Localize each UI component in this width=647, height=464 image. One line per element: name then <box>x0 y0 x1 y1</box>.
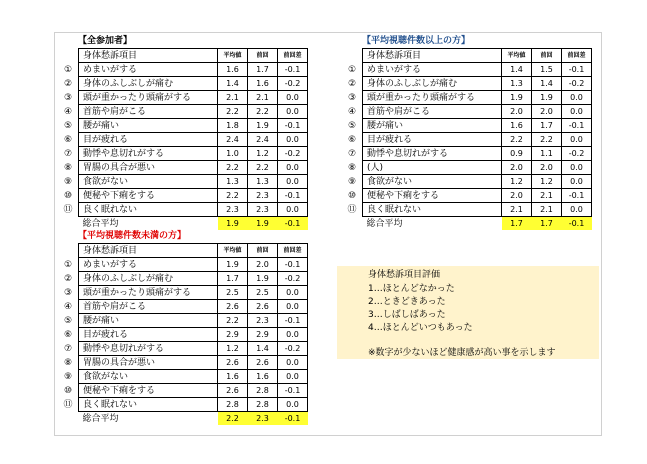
header-avg: 平均値 <box>502 49 532 63</box>
row-item: 頭が重かったり頭痛がする <box>79 286 218 300</box>
legend-line-1: 1…ほとんどなかった <box>368 284 455 294</box>
row-diff: -0.1 <box>278 258 308 272</box>
table-all <box>58 48 308 230</box>
row-avg: 1.0 <box>218 147 248 161</box>
row-diff: 0.0 <box>278 105 308 119</box>
row-avg: 1.9 <box>502 91 532 105</box>
row-prev: 2.8 <box>248 398 278 412</box>
row-diff: -0.2 <box>278 147 308 161</box>
section-title-above: 【平均視聴件数以上の方】 <box>362 36 471 46</box>
row-avg: 2.2 <box>218 161 248 175</box>
table-row <box>58 63 308 77</box>
table-row <box>58 384 308 398</box>
header-item: 身体愁訴項目 <box>79 244 218 258</box>
row-prev: 2.2 <box>248 161 278 175</box>
row-number: ⑤ <box>63 315 73 326</box>
row-avg: 1.8 <box>218 119 248 133</box>
table-header-row <box>342 49 592 63</box>
row-item: めまいがする <box>363 63 502 77</box>
row-diff: 0.0 <box>278 133 308 147</box>
header-diff: 前回差 <box>278 49 308 63</box>
row-prev: 1.7 <box>532 119 562 133</box>
row-avg: 2.6 <box>218 384 248 398</box>
row-number: ③ <box>63 287 73 298</box>
row-number: ④ <box>347 106 357 117</box>
row-item: めまいがする <box>79 63 218 77</box>
row-prev: 2.2 <box>248 105 278 119</box>
row-avg: 2.8 <box>218 398 248 412</box>
total-row <box>58 412 308 426</box>
table-row <box>342 147 592 161</box>
row-prev: 2.6 <box>248 356 278 370</box>
table-row <box>58 370 308 384</box>
row-number-blank <box>58 244 79 258</box>
row-prev: 1.1 <box>532 147 562 161</box>
row-avg: 2.6 <box>218 300 248 314</box>
table-header-row <box>58 244 308 258</box>
row-avg: 2.2 <box>218 189 248 203</box>
row-prev: 1.2 <box>248 147 278 161</box>
row-avg: 1.3 <box>218 175 248 189</box>
row-item: 身体のふしぶしが痛む <box>79 272 218 286</box>
row-diff: -0.1 <box>562 119 592 133</box>
row-number: ② <box>63 78 73 89</box>
row-avg: 1.4 <box>502 63 532 77</box>
row-item: 腰が痛い <box>79 314 218 328</box>
row-item: 便秘や下痢をする <box>79 189 218 203</box>
row-avg: 2.9 <box>218 328 248 342</box>
row-number: ⑨ <box>347 176 357 187</box>
row-number: ② <box>347 78 357 89</box>
row-avg: 2.3 <box>218 203 248 217</box>
row-prev: 2.1 <box>532 203 562 217</box>
table-row <box>58 119 308 133</box>
row-diff: 0.0 <box>278 398 308 412</box>
row-diff: 0.0 <box>562 133 592 147</box>
row-avg: 2.1 <box>502 203 532 217</box>
row-item: 腰が痛い <box>79 119 218 133</box>
row-number: ⑪ <box>347 204 357 215</box>
row-avg: 2.2 <box>218 105 248 119</box>
total-label: 総合平均 <box>82 218 119 229</box>
row-diff: 0.0 <box>278 161 308 175</box>
row-item: めまいがする <box>79 258 218 272</box>
total-avg: 1.9 <box>218 217 248 231</box>
row-number: ⑧ <box>347 162 357 173</box>
row-number-blank <box>342 217 363 231</box>
row-prev: 1.9 <box>532 91 562 105</box>
table-row <box>58 77 308 91</box>
total-avg: 1.7 <box>502 217 532 231</box>
row-diff: -0.2 <box>562 147 592 161</box>
table-row <box>58 133 308 147</box>
row-item: 首筋や肩がこる <box>363 105 502 119</box>
table-row <box>58 175 308 189</box>
row-number: ② <box>63 273 73 284</box>
row-item: 動悸や息切れがする <box>79 147 218 161</box>
row-item: 動悸や息切れがする <box>79 342 218 356</box>
table-row <box>58 189 308 203</box>
total-prev: 2.3 <box>248 412 278 426</box>
header-avg: 平均値 <box>218 49 248 63</box>
row-prev: 1.5 <box>532 63 562 77</box>
row-number: ① <box>63 259 73 270</box>
header-prev: 前回 <box>248 244 278 258</box>
total-prev: 1.7 <box>532 217 562 231</box>
row-number: ④ <box>63 106 73 117</box>
row-number: ⑪ <box>63 399 73 410</box>
row-item: 胃腸の具合が悪い <box>79 356 218 370</box>
row-number: ③ <box>63 92 73 103</box>
row-number: ⑧ <box>63 162 73 173</box>
table-row <box>342 63 592 77</box>
total-label: 総合平均 <box>366 218 403 229</box>
row-avg: 0.9 <box>502 147 532 161</box>
row-prev: 2.3 <box>248 314 278 328</box>
total-prev: 1.9 <box>248 217 278 231</box>
row-prev: 2.4 <box>248 133 278 147</box>
row-number: ① <box>63 64 73 75</box>
row-avg: 1.3 <box>502 77 532 91</box>
row-item: 頭が重かったり頭痛がする <box>79 91 218 105</box>
table-row <box>342 203 592 217</box>
row-item: (人) <box>363 161 502 175</box>
row-avg: 2.0 <box>502 105 532 119</box>
row-diff: 0.0 <box>278 203 308 217</box>
section-title-below: 【平均視聴件数未満の方】 <box>78 231 187 241</box>
row-prev: 1.2 <box>532 175 562 189</box>
row-avg: 2.0 <box>502 189 532 203</box>
row-diff: 0.0 <box>278 300 308 314</box>
row-diff: -0.1 <box>562 189 592 203</box>
total-diff: -0.1 <box>278 217 308 231</box>
row-item: 便秘や下痢をする <box>363 189 502 203</box>
total-avg: 2.2 <box>218 412 248 426</box>
table-row <box>58 272 308 286</box>
row-number: ⑨ <box>63 176 73 187</box>
row-diff: 0.0 <box>562 91 592 105</box>
row-item: 良く眠れない <box>363 203 502 217</box>
header-diff: 前回差 <box>278 244 308 258</box>
row-diff: -0.1 <box>562 63 592 77</box>
row-number: ① <box>347 64 357 75</box>
table-row <box>342 91 592 105</box>
row-avg: 1.6 <box>218 370 248 384</box>
row-number: ④ <box>63 301 73 312</box>
row-number: ⑪ <box>63 204 73 215</box>
legend-box <box>337 266 599 359</box>
table-row <box>342 161 592 175</box>
row-number: ⑩ <box>347 190 357 201</box>
table-header-row <box>58 49 308 63</box>
row-item: 身体のふしぶしが痛む <box>79 77 218 91</box>
table-row <box>58 356 308 370</box>
legend-line-4: 4…ほとんどいつもあった <box>368 323 473 333</box>
row-item: 頭が重かったり頭痛がする <box>363 91 502 105</box>
legend-title: 身体愁訴項目評価 <box>368 270 441 280</box>
row-prev: 2.3 <box>248 189 278 203</box>
table-row <box>342 105 592 119</box>
row-item: 良く眠れない <box>79 398 218 412</box>
row-number: ⑦ <box>347 148 357 159</box>
header-item: 身体愁訴項目 <box>79 49 218 63</box>
row-number-blank <box>58 412 79 426</box>
total-diff: -0.1 <box>278 412 308 426</box>
row-number: ⑦ <box>63 148 73 159</box>
row-prev: 2.0 <box>532 161 562 175</box>
table-row <box>58 328 308 342</box>
row-avg: 1.2 <box>218 342 248 356</box>
row-prev: 2.1 <box>248 91 278 105</box>
header-avg: 平均値 <box>218 244 248 258</box>
row-diff: -0.2 <box>278 342 308 356</box>
row-number: ⑧ <box>63 357 73 368</box>
row-avg: 2.6 <box>218 356 248 370</box>
header-item: 身体愁訴項目 <box>363 49 502 63</box>
table-row <box>58 314 308 328</box>
row-avg: 1.2 <box>502 175 532 189</box>
row-avg: 1.9 <box>218 258 248 272</box>
row-item: 目が疲れる <box>363 133 502 147</box>
row-avg: 1.6 <box>218 63 248 77</box>
row-avg: 2.2 <box>502 133 532 147</box>
row-diff: 0.0 <box>278 175 308 189</box>
row-item: 胃腸の具合が悪い <box>79 161 218 175</box>
row-diff: 0.0 <box>278 328 308 342</box>
legend-note: ※数字が少ないほど健康感が高い事を示します <box>368 348 556 358</box>
row-item: 食欲がない <box>79 175 218 189</box>
row-prev: 2.5 <box>248 286 278 300</box>
row-diff: -0.1 <box>278 384 308 398</box>
row-diff: 0.0 <box>278 370 308 384</box>
row-number-blank <box>342 49 363 63</box>
row-prev: 2.1 <box>532 189 562 203</box>
row-number: ⑥ <box>63 329 73 340</box>
row-item: 首筋や肩がこる <box>79 300 218 314</box>
row-prev: 2.0 <box>532 105 562 119</box>
row-avg: 2.2 <box>218 314 248 328</box>
total-label: 総合平均 <box>82 413 119 424</box>
total-diff: -0.1 <box>562 217 592 231</box>
row-prev: 2.9 <box>248 328 278 342</box>
header-prev: 前回 <box>248 49 278 63</box>
row-item: 動悸や息切れがする <box>363 147 502 161</box>
row-item: 食欲がない <box>79 370 218 384</box>
row-diff: -0.1 <box>278 189 308 203</box>
row-number-blank <box>58 49 79 63</box>
row-item: 便秘や下痢をする <box>79 384 218 398</box>
row-number: ⑤ <box>63 120 73 131</box>
row-item: 腰が痛い <box>363 119 502 133</box>
row-number: ⑩ <box>63 190 73 201</box>
table-row <box>58 342 308 356</box>
table-below <box>58 243 308 425</box>
row-avg: 2.4 <box>218 133 248 147</box>
table-row <box>58 300 308 314</box>
section-title-all: 【全参加者】 <box>78 36 133 46</box>
row-item: 食欲がない <box>363 175 502 189</box>
row-item: 良く眠れない <box>79 203 218 217</box>
table-row <box>58 398 308 412</box>
row-avg: 2.1 <box>218 91 248 105</box>
row-number: ⑦ <box>63 343 73 354</box>
row-avg: 1.4 <box>218 77 248 91</box>
row-diff: 0.0 <box>562 161 592 175</box>
table-row <box>342 77 592 91</box>
table-row <box>342 119 592 133</box>
row-number: ⑥ <box>63 134 73 145</box>
row-avg: 2.0 <box>502 161 532 175</box>
table-row <box>58 258 308 272</box>
row-prev: 2.6 <box>248 300 278 314</box>
row-diff: 0.0 <box>278 286 308 300</box>
row-diff: -0.1 <box>278 63 308 77</box>
row-prev: 2.0 <box>248 258 278 272</box>
legend-line-2: 2…ときどきあった <box>368 297 446 307</box>
row-diff: 0.0 <box>562 203 592 217</box>
total-row <box>342 217 592 231</box>
row-prev: 1.9 <box>248 119 278 133</box>
row-avg: 2.5 <box>218 286 248 300</box>
row-prev: 2.8 <box>248 384 278 398</box>
table-row <box>58 203 308 217</box>
table-row <box>342 189 592 203</box>
table-row <box>342 175 592 189</box>
row-prev: 1.6 <box>248 77 278 91</box>
table-row <box>58 147 308 161</box>
row-diff: 0.0 <box>562 175 592 189</box>
table-row <box>58 105 308 119</box>
row-number: ⑤ <box>347 120 357 131</box>
row-number-blank <box>58 217 79 231</box>
row-number: ⑩ <box>63 385 73 396</box>
table-row <box>58 91 308 105</box>
row-item: 首筋や肩がこる <box>79 105 218 119</box>
row-diff: -0.1 <box>278 119 308 133</box>
row-item: 目が疲れる <box>79 328 218 342</box>
row-prev: 2.2 <box>532 133 562 147</box>
row-prev: 1.6 <box>248 370 278 384</box>
header-prev: 前回 <box>532 49 562 63</box>
row-number: ⑥ <box>347 134 357 145</box>
table-above <box>342 48 592 230</box>
header-diff: 前回差 <box>562 49 592 63</box>
row-diff: -0.2 <box>562 77 592 91</box>
row-diff: -0.2 <box>278 272 308 286</box>
row-diff: 0.0 <box>278 356 308 370</box>
row-prev: 1.3 <box>248 175 278 189</box>
row-prev: 2.3 <box>248 203 278 217</box>
row-diff: -0.2 <box>278 77 308 91</box>
table-row <box>342 133 592 147</box>
table-row <box>58 161 308 175</box>
row-diff: 0.0 <box>562 105 592 119</box>
row-avg: 1.6 <box>502 119 532 133</box>
row-diff: 0.0 <box>278 91 308 105</box>
legend-line-3: 3…しばしばあった <box>368 310 446 320</box>
row-diff: -0.1 <box>278 314 308 328</box>
row-prev: 1.9 <box>248 272 278 286</box>
row-item: 身体のふしぶしが痛む <box>363 77 502 91</box>
table-row <box>58 286 308 300</box>
row-avg: 1.7 <box>218 272 248 286</box>
row-item: 目が疲れる <box>79 133 218 147</box>
total-row <box>58 217 308 231</box>
row-prev: 1.4 <box>532 77 562 91</box>
row-prev: 1.4 <box>248 342 278 356</box>
row-prev: 1.7 <box>248 63 278 77</box>
row-number: ③ <box>347 92 357 103</box>
row-number: ⑨ <box>63 371 73 382</box>
